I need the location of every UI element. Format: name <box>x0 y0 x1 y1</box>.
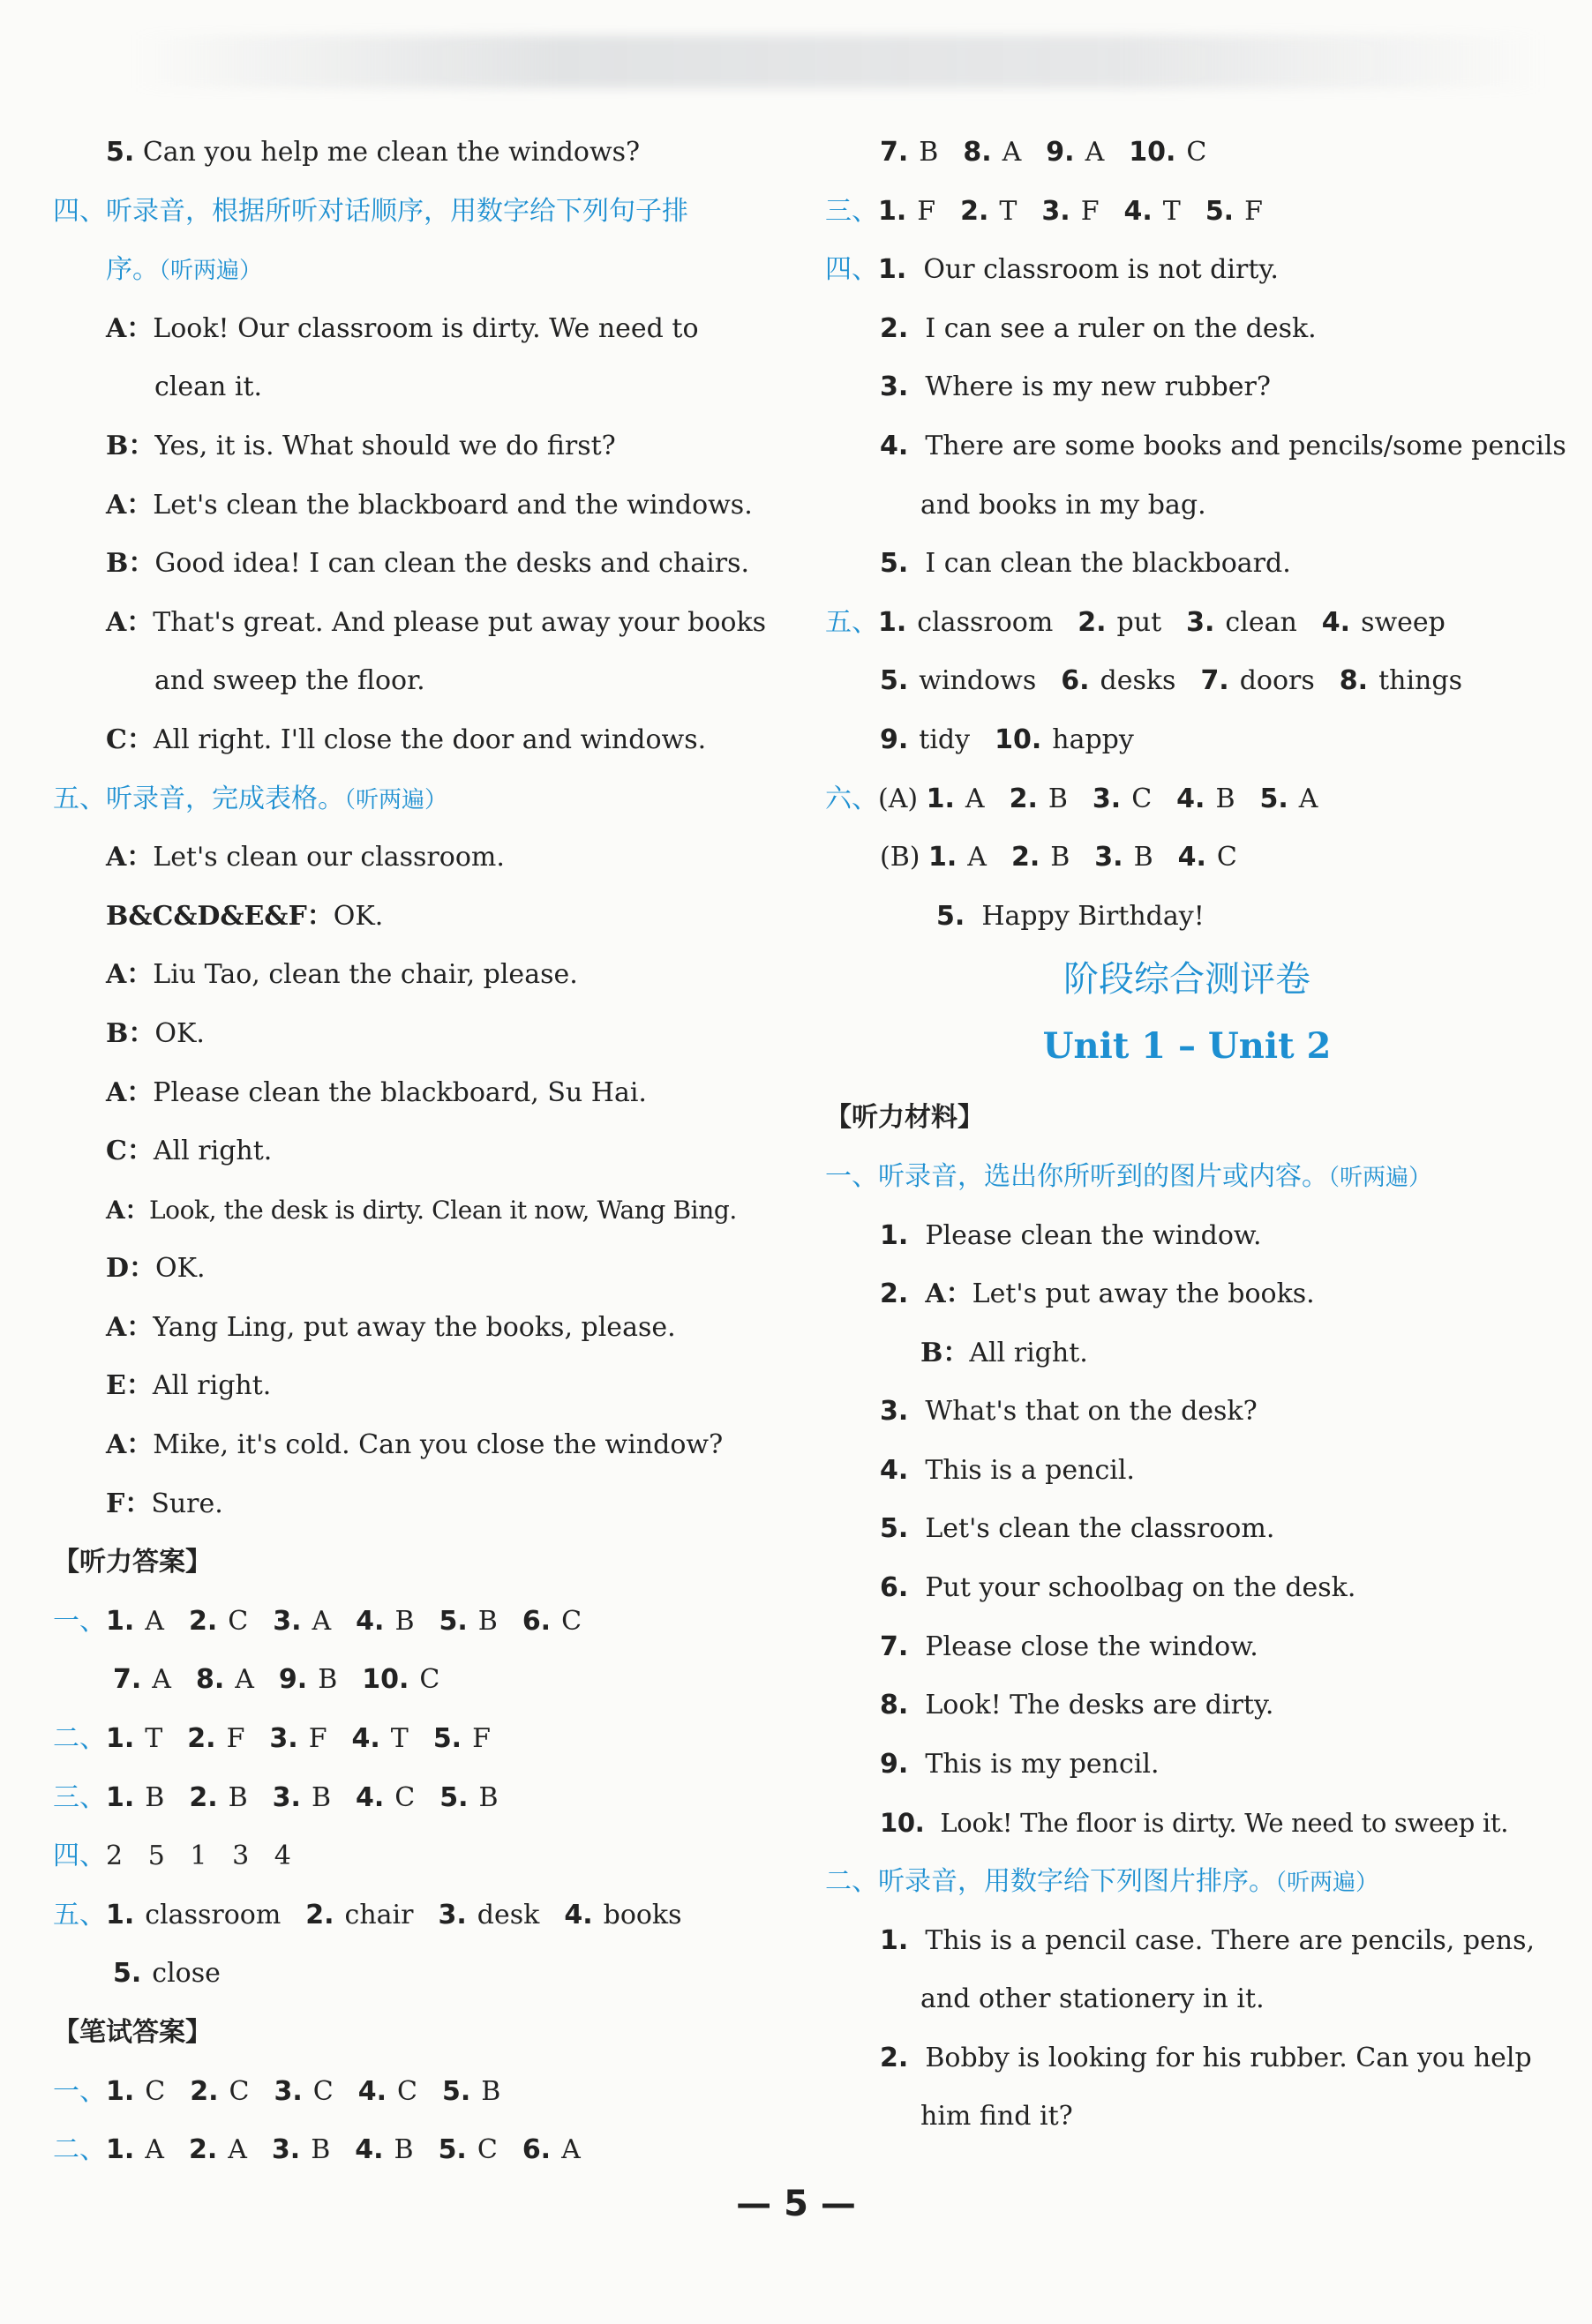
item-number: 10. <box>362 1664 409 1696</box>
answer-item <box>106 1769 164 1828</box>
item-answer: C <box>394 1781 416 1813</box>
dialogue-line: E：All right. <box>106 1370 272 1402</box>
answer-item <box>356 1769 415 1828</box>
item-number: 4. <box>1176 783 1205 814</box>
test-title: 阶段综合测评卷 <box>1063 959 1310 1001</box>
answer-item <box>362 1651 439 1710</box>
answer-items <box>106 2076 525 2107</box>
item-answer: A <box>145 2134 164 2166</box>
answer-row: 四、1. Our classroom is not dirty. <box>825 254 1279 286</box>
item-answer: sweep <box>1361 606 1446 638</box>
dialogue-line: A：Liu Tao, clean the chair, please. <box>106 959 578 991</box>
answer-item <box>1041 183 1099 242</box>
item-number: 5. <box>1205 195 1235 227</box>
section-label-listening-answers: 【听力答案】 <box>53 1547 212 1578</box>
item-answer: B <box>1215 783 1235 814</box>
dialogue-line: A：Let's clean the blackboard and the windows. <box>106 489 753 521</box>
answer-item <box>1178 828 1237 888</box>
answer-item <box>1010 770 1068 829</box>
answer-item <box>960 183 1017 242</box>
answer-row: 三、1. F 2. T 3. F 4. T 5. F <box>825 183 1549 242</box>
dialogue-line: A：Look, the desk is dirty. Clean it now, Wang Bing. <box>106 1195 737 1225</box>
answer-item <box>189 1769 247 1828</box>
answer-item <box>880 652 1036 711</box>
item-answer: A <box>228 2134 247 2166</box>
item-number: 1. <box>926 783 955 814</box>
item-number: 6. <box>1061 665 1090 697</box>
answer-items <box>106 1723 515 1754</box>
item-number: 4. <box>351 1723 380 1755</box>
item-number: 1. <box>106 2075 135 2107</box>
item-answer: C <box>145 2075 166 2107</box>
item-answer: A <box>312 1605 332 1637</box>
item-answer: F <box>917 195 936 227</box>
right-column <box>825 124 1566 2147</box>
item-answer: C <box>419 1664 440 1696</box>
item-answer: C <box>1186 137 1207 168</box>
item-answer: F <box>1244 195 1263 227</box>
question-heading: 四、听录音，根据所听对话顺序，用数字给下列句子排 <box>53 195 688 227</box>
item-answer: C <box>1131 783 1153 814</box>
answer-row: 五、1. classroom 2. chair 3. desk 4. books <box>53 1886 777 1945</box>
item-answer: B <box>228 1781 248 1813</box>
item-answer: A <box>145 1605 164 1637</box>
item-number: 3. <box>269 1723 298 1755</box>
item-answer: T <box>999 195 1018 227</box>
answer-row <box>825 124 1549 183</box>
answer-item <box>1176 770 1235 829</box>
item-answer: C <box>229 2075 250 2107</box>
answer-item <box>355 2121 413 2180</box>
answer-items <box>927 783 1343 814</box>
answer-item <box>274 2063 334 2122</box>
item-answer: B <box>394 1605 415 1637</box>
item-number: 2. <box>1009 783 1038 814</box>
dialogue-line: clean it. <box>154 371 263 403</box>
answer-item <box>878 594 1053 653</box>
item-answer: A <box>235 1664 254 1696</box>
dialogue-line: A：Please clean the blackboard, Su Hai. <box>106 1076 647 1108</box>
item-answer: classroom <box>917 606 1054 638</box>
dialogue-line: A：Mike, it's cold. Can you close the window? <box>106 1429 724 1461</box>
dialogue-line: C：All right. <box>106 1136 273 1167</box>
item-answer: B <box>1048 783 1068 814</box>
answer-item <box>106 1886 281 1945</box>
answer-items <box>113 1958 245 1989</box>
item-answer: A <box>152 1664 171 1696</box>
item-number: 1. <box>878 606 907 638</box>
item-answer: books <box>603 1899 682 1930</box>
item-number: 1. <box>106 1723 135 1755</box>
answer-item <box>187 1710 244 1769</box>
item-number: 9. <box>1046 137 1075 168</box>
answer-item <box>1259 770 1318 829</box>
answer-item <box>269 1710 327 1769</box>
item-answer: T <box>145 1723 163 1755</box>
item-number: 2. <box>187 1723 216 1755</box>
answer-items <box>113 1664 464 1695</box>
answer-item <box>439 1593 497 1652</box>
transcript-line: 5. Let's clean the classroom. <box>880 1513 1275 1545</box>
answer-item <box>273 1593 331 1652</box>
dialogue-line: A：Look! Our classroom is dirty. We need to <box>106 312 699 344</box>
item-number: 2. <box>189 1781 218 1813</box>
answer-item <box>190 2063 249 2122</box>
answer-item <box>189 2121 247 2180</box>
answer-row <box>53 1651 777 1710</box>
item-number: 4. <box>356 1605 385 1637</box>
item-number: 8. <box>963 137 992 168</box>
item-answer: B <box>478 1781 499 1813</box>
item-answer: A <box>965 783 985 814</box>
item-answer: windows <box>919 665 1037 697</box>
item-number: 2. <box>305 1899 334 1930</box>
item-number: 7. <box>1200 665 1229 697</box>
item-number: 5. <box>1259 783 1288 814</box>
item-number: 5. <box>442 2075 471 2107</box>
left-column <box>53 124 777 2180</box>
answer-item <box>113 1945 221 2004</box>
answer-item <box>522 2121 581 2180</box>
dialogue-line: A：Let's clean our classroom. <box>106 842 505 873</box>
item-number: 5. <box>113 1958 142 1990</box>
answer-item <box>196 1651 254 1710</box>
answer-items <box>106 2134 605 2165</box>
answer-row <box>825 652 1549 711</box>
item-answer: clean <box>1225 606 1297 638</box>
item-answer: A <box>1298 783 1318 814</box>
answer-items <box>878 607 1470 638</box>
transcript-line: and other stationery in it. <box>920 1983 1265 2015</box>
answer-row: and books in my bag. <box>920 489 1206 521</box>
item-number: 4. <box>1321 606 1351 638</box>
item-answer: B <box>477 1605 498 1637</box>
dialogue-line: A：Yang Ling, put away the books, please. <box>106 1311 676 1343</box>
answer-item <box>279 1651 337 1710</box>
answer-item <box>272 2121 330 2180</box>
answer-item <box>1186 594 1297 653</box>
item-answer: classroom <box>145 1899 282 1930</box>
answer-item <box>1322 594 1446 653</box>
item-number: 3. <box>271 2134 301 2166</box>
answer-item <box>106 2121 164 2180</box>
answer-item <box>1129 124 1206 183</box>
item-number: 3. <box>1092 783 1122 814</box>
answer-item <box>1011 828 1070 888</box>
item-answer: F <box>472 1723 491 1755</box>
answer-item <box>113 1651 171 1710</box>
test-subtitle: Unit 1 – Unit 2 <box>1042 1025 1332 1068</box>
item-number: 2. <box>1078 606 1107 638</box>
answer-item <box>880 124 938 183</box>
item-number: 4. <box>355 2134 384 2166</box>
answer-row: 二、1. A 2. A 3. B 4. B 5. C 6. A <box>53 2121 777 2180</box>
answer-row <box>53 1945 777 2004</box>
transcript-line: 1. Please clean the window. <box>880 1219 1262 1251</box>
answer-item <box>1094 828 1153 888</box>
item-number: 2. <box>1010 842 1040 873</box>
item-answer: desks <box>1100 665 1176 697</box>
answer-item <box>439 1769 498 1828</box>
section-label-written-answers: 【笔试答案】 <box>53 2017 212 2048</box>
item-number: 10. <box>995 723 1042 755</box>
answer-item <box>1093 770 1152 829</box>
transcript-line: 6. Put your schoolbag on the desk. <box>880 1572 1356 1604</box>
answer-row: 5. I can clean the blackboard. <box>880 548 1291 580</box>
item-answer: C <box>1216 842 1237 873</box>
dialogue-line: B：OK. <box>106 1017 205 1049</box>
answer-item <box>433 1710 491 1769</box>
answer-item <box>106 2063 165 2122</box>
item-answer: F <box>226 1723 245 1755</box>
answer-item <box>1124 183 1181 242</box>
item-number: 9. <box>880 723 909 755</box>
item-number: 1. <box>106 2134 135 2166</box>
item-number: 4. <box>357 2075 387 2107</box>
answer-item <box>928 828 987 888</box>
item-answer: T <box>1162 195 1181 227</box>
item-answer: close <box>152 1958 221 1990</box>
transcript-line: 8. Look! The desks are dirty. <box>880 1690 1274 1721</box>
item-number: 7. <box>880 137 909 168</box>
dialogue-line: B：Good idea! I can clean the desks and chairs. <box>106 548 749 580</box>
item-number: 5. <box>432 1723 462 1755</box>
dialogue-line: and sweep the floor. <box>154 665 425 697</box>
item-number: 5. <box>439 1781 469 1813</box>
item-number: 1. <box>106 1899 135 1930</box>
answer-item <box>439 2121 498 2180</box>
question-heading: 一、听录音，选出你所听到的图片或内容。（听两遍） <box>825 1160 1432 1192</box>
item-number: 4. <box>564 1899 593 1930</box>
answer-items <box>106 1782 523 1813</box>
section-label-listening-material: 【听力材料】 <box>825 1102 984 1134</box>
item-answer: B <box>481 2075 501 2107</box>
answer-item <box>1078 594 1161 653</box>
item-answer: B <box>145 1781 165 1813</box>
item-number: 3. <box>438 1899 467 1930</box>
transcript-line: 10. Look! The floor is dirty. We need to sweep it. <box>880 1808 1509 1839</box>
item-answer: A <box>1085 137 1105 168</box>
scan-shadow-band <box>132 35 1544 88</box>
item-number: 2. <box>960 195 989 227</box>
answer-item <box>439 1886 540 1945</box>
transcript-line: 2. Bobby is looking for his rubber. Can you help <box>880 2042 1532 2073</box>
item-answer: C <box>561 1605 582 1637</box>
item-answer: F <box>1080 195 1100 227</box>
item-answer: things <box>1378 665 1462 697</box>
item-answer: C <box>228 1605 249 1637</box>
item-answer: B <box>394 2134 414 2166</box>
dialogue-line: B：Yes, it is. What should we do first? <box>106 430 616 461</box>
answer-item <box>273 1769 331 1828</box>
item-answer: B <box>1050 842 1070 873</box>
item-number: 3. <box>1041 195 1070 227</box>
item-number: 3. <box>273 1605 302 1637</box>
item-answer: C <box>477 2134 498 2166</box>
item-answer: B <box>311 1781 331 1813</box>
answer-items <box>106 1606 606 1637</box>
item-number: 6. <box>522 2134 552 2166</box>
item-number: 10. <box>1129 137 1176 168</box>
item-answer: A <box>561 2134 581 2166</box>
question-heading: 五、听录音，完成表格。（听两遍） <box>53 783 448 814</box>
answer-item <box>189 1593 248 1652</box>
item-number: 4. <box>355 1781 385 1813</box>
text-line: 5. Can you help me clean the windows? <box>106 137 641 168</box>
dialogue-line: F：Sure. <box>106 1488 223 1519</box>
answer-item <box>1046 124 1104 183</box>
item-number: 1. <box>106 1781 135 1813</box>
item-answer: chair <box>344 1899 414 1930</box>
answer-item <box>878 183 935 242</box>
item-answer: F <box>308 1723 327 1755</box>
transcript-line: 3. What's that on the desk? <box>880 1396 1258 1428</box>
item-answer: C <box>397 2075 417 2107</box>
answer-item <box>995 711 1134 770</box>
answer-items <box>106 1900 707 1930</box>
item-number: 6. <box>522 1605 552 1637</box>
answer-item <box>1061 652 1175 711</box>
transcript-line: 1. This is a pencil case. There are pencils, pens, <box>880 1924 1536 1956</box>
dialogue-line: A：That's great. And please put away your books <box>106 606 767 638</box>
transcript-line: 9. This is my pencil. <box>880 1748 1160 1780</box>
answer-items <box>880 665 1487 696</box>
item-answer: put <box>1116 606 1162 638</box>
item-answer: B <box>919 137 939 168</box>
transcript-line: 2. A：Let's put away the books. <box>880 1278 1315 1310</box>
answer-item <box>106 1710 162 1769</box>
question-heading-cont: 序。（听两遍） <box>106 254 263 286</box>
answer-row: 三、1. B 2. B 3. B 4. C 5. B <box>53 1769 777 1828</box>
question-heading: 二、听录音，用数字给下列图片排序。（听两遍） <box>825 1866 1379 1898</box>
answer-row <box>825 711 1549 770</box>
item-number: 8. <box>1339 665 1369 697</box>
item-number: 4. <box>1177 842 1206 873</box>
transcript-line: B：All right. <box>920 1337 1088 1368</box>
dialogue-line: C：All right. I'll close the door and windows. <box>106 723 707 755</box>
item-number: 9. <box>278 1664 308 1696</box>
answer-items <box>878 196 1288 227</box>
answer-items <box>880 137 1231 168</box>
transcript-line: 7. Please close the window. <box>880 1631 1258 1662</box>
answer-items <box>928 842 1262 873</box>
answer-row: 3. Where is my new rubber? <box>880 371 1271 403</box>
answer-item <box>564 1886 681 1945</box>
item-answer: tidy <box>919 723 971 755</box>
answer-item <box>963 124 1021 183</box>
item-number: 5. <box>438 2134 467 2166</box>
item-number: 1. <box>928 842 957 873</box>
dialogue-line: B&C&D&E&F：OK. <box>106 900 384 932</box>
answer-item <box>442 2063 500 2122</box>
answer-item <box>927 770 985 829</box>
item-answer: doors <box>1239 665 1315 697</box>
item-number: 5. <box>880 665 909 697</box>
answer-row: 六、(A) 1. A 2. B 3. C 4. B 5. A <box>825 770 1549 829</box>
item-number: 3. <box>274 2075 303 2107</box>
answer-item <box>358 2063 417 2122</box>
answer-item <box>1340 652 1462 711</box>
item-number: 3. <box>1094 842 1123 873</box>
page-number: — 5 — <box>736 2184 856 2224</box>
item-number: 7. <box>113 1664 142 1696</box>
item-number: 2. <box>190 2075 219 2107</box>
item-answer: A <box>967 842 987 873</box>
item-number: 2. <box>188 2134 218 2166</box>
item-answer: desk <box>477 1899 540 1930</box>
item-answer: B <box>318 1664 338 1696</box>
answer-row: 二、1. T 2. F 3. F 4. T 5. F <box>53 1710 777 1769</box>
answer-row: (B) 1. A 2. B 3. B 4. C <box>825 828 1549 888</box>
item-number: 3. <box>1186 606 1215 638</box>
answer-item <box>106 1593 164 1652</box>
answer-items <box>880 724 1159 755</box>
answer-row: 一、1. A 2. C 3. A 4. B 5. B 6. C <box>53 1593 777 1652</box>
answer-item <box>880 711 970 770</box>
item-answer: A <box>1002 137 1022 168</box>
item-number: 1. <box>106 1605 135 1637</box>
item-answer: B <box>311 2134 331 2166</box>
answer-row: 5. Happy Birthday! <box>936 900 1205 932</box>
item-number: 3. <box>272 1781 301 1813</box>
answer-row: 2. I can see a ruler on the desk. <box>880 312 1317 344</box>
item-number: 2. <box>188 1605 218 1637</box>
item-answer: B <box>1133 842 1153 873</box>
answer-row: 一、1. C 2. C 3. C 4. C 5. B <box>53 2063 777 2122</box>
item-number: 4. <box>1123 195 1153 227</box>
item-number: 1. <box>878 195 907 227</box>
answer-item <box>522 1593 582 1652</box>
transcript-line: him find it? <box>920 2101 1073 2133</box>
answer-item <box>305 1886 413 1945</box>
item-answer: happy <box>1052 723 1134 755</box>
answer-item <box>352 1710 409 1769</box>
answer-item <box>356 1593 414 1652</box>
answer-row: 四、2 5 1 3 4 <box>53 1840 291 1872</box>
answer-row: 4. There are some books and pencils/some pencils <box>880 430 1566 461</box>
item-answer: C <box>312 2075 334 2107</box>
item-answer: T <box>390 1723 409 1755</box>
dialogue-line: D：OK. <box>106 1253 206 1285</box>
transcript-line: 4. This is a pencil. <box>880 1454 1135 1486</box>
item-number: 5. <box>439 1605 468 1637</box>
answer-row: 五、1. classroom 2. put 3. clean 4. sweep <box>825 594 1549 653</box>
item-number: 8. <box>195 1664 225 1696</box>
answer-item <box>1200 652 1314 711</box>
answer-item <box>1205 183 1263 242</box>
